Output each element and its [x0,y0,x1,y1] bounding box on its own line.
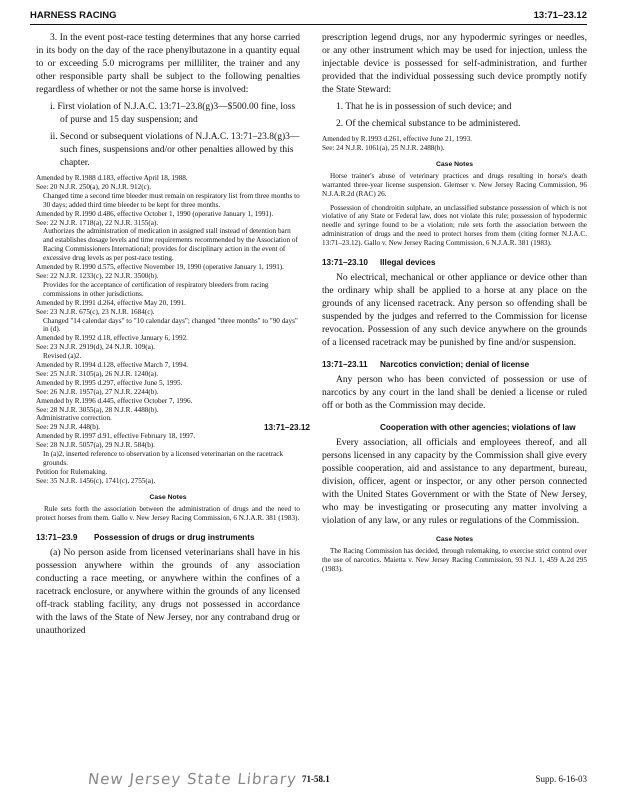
list-item-2: 2. Of the chemical substance to be administered. [336,119,521,129]
section-body-23-11: Any person who has been convicted of possession or use of narcotics by any court in the land shall be denied a license or ruled off or both as the Commission may decide. [322,375,587,412]
history-line: See: 23 N.J.R. 2919(d), 24 N.J.R. 109(a). [36,343,155,352]
section-title: Illegal devices [380,258,436,268]
history-line: Provides for the acceptance of certification of respiratory bleeders from racing commissions in other jurisdictions. [43,280,269,298]
amendment-history [36,174,300,486]
case-notes-heading: Case Notes [149,493,187,501]
history-line: See: 24 N.J.R. 1061(a), 25 N.J.R. 2488(b). [322,143,445,152]
page-number: 71-58.1 [302,774,330,784]
continued-paragraph: prescription legend drugs, nor any hypodermic syringes or needles, or any other instrument which may be used for injection, unless the injectable device is possessed for self-administration, and further provided that the individual possessing such device promptly notify the State Steward: [322,33,587,95]
section-number: 13:71–23.9 [36,532,78,542]
history-line: See: 22 N.J.R. 1233(c), 22 N.J.R. 3500(b). [36,271,159,280]
amendment-history-right [322,135,587,153]
section-title: Narcotics conviction; denial of license [380,360,530,370]
section-heading-23-12 [264,422,587,433]
list-item-1: 1. That he is in possession of such device; and [336,102,512,112]
history-line: Amended by R.1988 d.183, effective April 18, 1988. [36,174,188,182]
history-line: See: 26 N.J.R. 1957(a), 27 N.J.R. 2244(b). [36,387,159,396]
history-line: See: 20 N.J.R. 250(a), 20 N.J.R. 912(c). [36,182,151,191]
history-line: See: 28 N.J.R. 3055(a), 28 N.J.R. 4488(b). [36,405,159,414]
history-line: Amended by R.1997 d.91, effective February 18, 1997. [36,432,196,441]
section-heading-23-9 [36,532,300,543]
section-title: Possession of drugs or drug instruments [94,532,255,542]
history-line: Amended by R.1990 d.486, effective October 1, 1990 (operative January 1, 1991). [36,209,274,218]
history-line: Amended by R.1994 d.128, effective March 7, 1994. [36,361,188,370]
history-line: Changed "14 calendar days" to "10 calendar days"; changed "three months" to "90 days" in (d). [43,316,298,334]
history-line: In (a)2, inserted reference to observation by a licensed veterinarian on the racetrack grounds. [43,450,284,467]
history-line: Amended by R.1995 d.297, effective June 5, 1995. [36,378,183,387]
section-heading-23-11 [322,359,587,370]
history-line: Changed time a second time bleeder must remain on respiratory list from three months to 30 days; added third time bleeder to be kept for three months. [43,191,300,209]
header-title: HARNESS RACING [30,10,117,21]
history-line: See: 23 N.J.R. 675(c), 23 N.J.R. 1684(c). [36,307,155,316]
case-note: Rule sets forth the association between the administration of drugs and the need to protect horses from them. Gallo v. New Jersey Racing Commission, 6 N.J.A.R. 381 (1983). [36,504,300,522]
history-line: Revised (a)2. [43,352,82,361]
history-line: Administrative correction. [36,414,112,423]
supplement-date: Supp. 6-16-03 [535,774,587,784]
history-line: Amended by R.1992 d.18, effective January 6, 1992. [36,334,188,343]
penalty-item-ii: ii. Second or subsequent violations of N.J.A.C. 13:71–23.8(g)3—such fines, suspensions and/or other penalties allowed by this chapter. [50,132,300,168]
running-header [30,10,587,25]
history-line: See: 25 N.J.R. 3105(a), 26 N.J.R. 1240(a). [36,369,159,378]
history-line: See: 29 N.J.R. 448(b). [36,423,101,432]
section-number: 13:71–23.10 [322,258,368,268]
case-notes-heading: Case Notes [435,536,474,544]
page-footer [30,766,587,788]
case-note-3: The Racing Commission has decided, through rulemaking, to exercise strict control over the use of narcotics. Maietta v. New Jersey Racing Commission, 93 N.J. 1, 459 A.2d 295 (1983). [322,547,587,573]
right-column [264,32,587,750]
history-line: See: 35 N.J.R. 1456(c), 1741(c), 2755(a). [36,476,156,485]
history-line: Amended by R.1991 d.264, effective May 20, 1991. [36,298,186,307]
case-note-2: Possession of chondroitin sulphate, an unclassified substance possession of which is not violative of any State or Federal law, does not violate this rule; possession of hypodermic needle and syringe found to be a violation; rule sets forth the association between the administration of drugs and the need to protect horses from them (citing former N.J.A.C. 13:71–23.12). Gallo v. New Jersey Racing Commission, 6 N.J.A.R. 381 (1983). [322,203,587,248]
history-line: See: 22 N.J.R. 1718(a), 22 N.J.R. 3155(a). [36,218,159,227]
section-number: 13:71–23.12 [264,423,310,433]
history-line: Amended by R.1996 d.445, effective October 7, 1996. [36,396,193,405]
section-body-23-12: Every association, all officials and employees thereof, and all persons licensed in any capacity by the Commission shall give every possible cooperation, aid and assistance to any department, bureau, division, officer, agent or inspector, or any other person connected with the United States Government or with the State of New Jersey, who may be investigating or prosecuting any matter involving a violation of any law, or any rules or regulations of the Commission. [322,438,587,527]
history-line: Petition for Rulemaking. [36,467,108,476]
left-column [36,32,300,750]
case-notes-heading: Case Notes [435,160,474,168]
history-line: Amended by R.1993 d.261, effective June 21, 1993. [322,135,472,143]
library-watermark: New Jersey State Library [87,770,298,788]
section-title: Cooperation with other agencies; violations of law [380,423,576,433]
section-heading-23-10 [322,257,587,268]
case-note-1: Horse trainer's abuse of veterinary practices and drugs resulting in horse's death warranted three-year license suspension. Glemser v. New Jersey Racing Commission, 96 N.J.A.R.2d (RAC) 26. [322,171,587,198]
penalty-item-i: i. First violation of N.J.A.C. 13:71–23.8(g)3—$500.00 fine, loss of purse and 15 day suspension; and [50,102,296,125]
section-body-23-10: No electrical, mechanical or other appliance or device other than the ordinary whip shall be applied to a horse at any place on the grounds of any licensed racetrack. Any person so offending shall be suspended by the judges and referred to the Commission for license revocation. Possession of any such device anywhere on the grounds of a licensed racetrack may be punished by fine and/or suspension. [322,273,587,349]
history-line: Authorizes the administration of medication in assigned stall instead of detention barn and establishes dosage levels and time requirements recommended by the Association of Racing Commissioners International; provides for disciplinary action in the event of excessive drug levels as per post-race testing. [43,227,298,263]
section-number: 13:71–23.11 [322,360,368,370]
header-section: 13:71–23.12 [533,10,587,21]
history-line: See: 28 N.J.R. 5057(a), 29 N.J.R. 584(b). [36,441,155,450]
section-body-23-9: (a) No person aside from licensed veterinarians shall have in his possession anywhere within the grounds of any association conducting a race meeting, or anywhere within the confines of a racetrack enclosure, or anywhere within the grounds of any licensed off-track stabling facility, any drugs not possessed in accordance with the laws of the State of New Jersey, nor any contraband drug or unauthorized [36,547,300,636]
history-line: Amended by R.1990 d.575, effective November 19, 1990 (operative January 1, 1991). [36,263,284,272]
paragraph-3: 3. In the event post-race testing determines that any horse carried in its body on the day of the race phenylbutazone in a quantity equal to or exceeding 5.0 micrograms per milliliter, the trainer and any other responsible party shall be subject to the following penalties regardless of whether or not the same horse is involved: [36,33,300,95]
